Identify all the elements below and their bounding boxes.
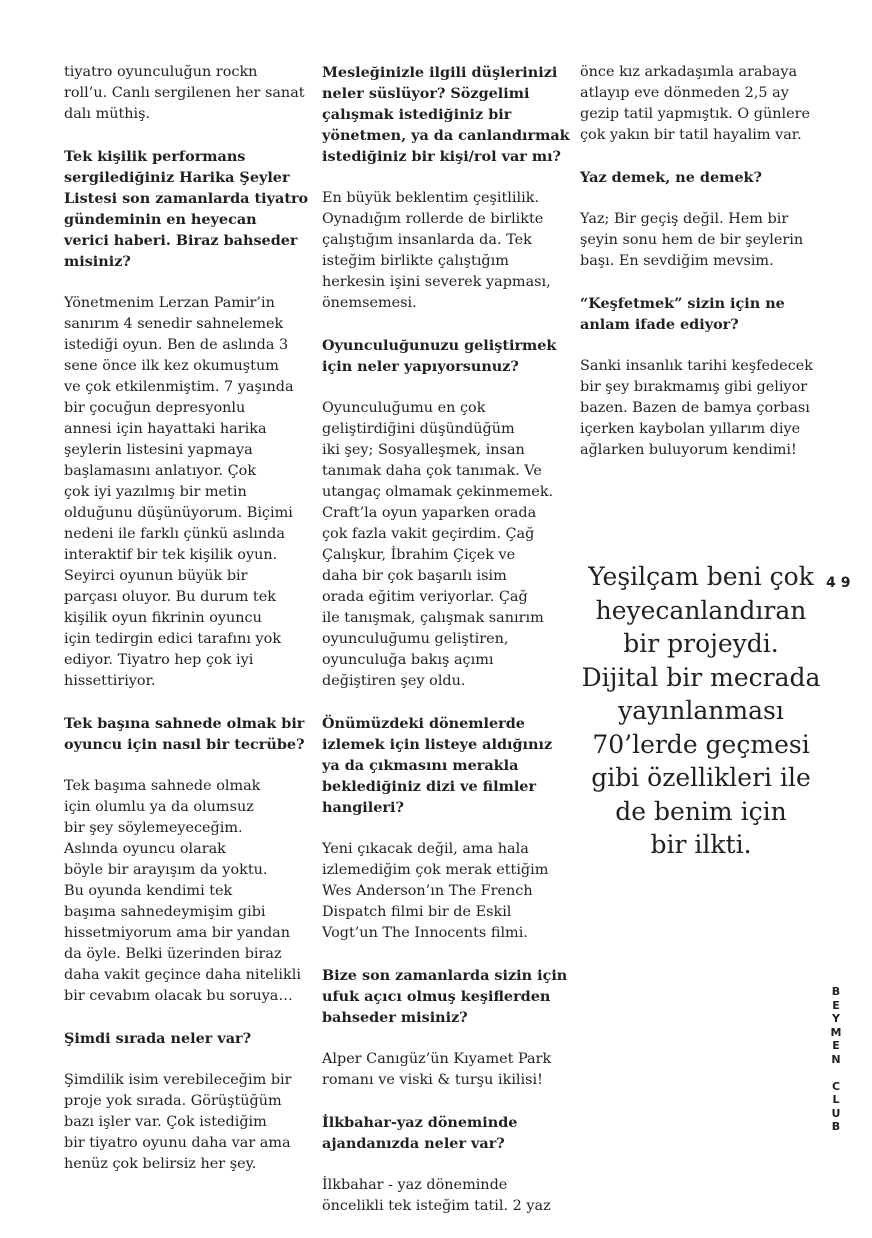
question-line: için neler yapıyorsunuz? [322,358,519,375]
answer-line: dalı müthiş. [64,106,151,122]
brand-letter: B [831,985,841,998]
brand-letter: E [832,1039,840,1052]
answer-line: bazı işler var. Çok istediğim [64,1114,267,1130]
answer-line: çalıştığım insanlarda da. Tek [322,232,532,248]
answer-line: hissetmiyorum ama bir yandan [64,925,291,941]
question-line: yönetmen, ya da canlandırmak [322,127,570,144]
answer-paragraph [580,62,820,146]
question-paragraph [580,293,820,335]
answer-line: bir şey söylemeyeceğim. [64,820,243,836]
answer-line: orada eğitim veriyorlar. Çağ [322,589,528,605]
question-paragraph [64,1028,304,1049]
answer-line: da öyle. Belki üzerinden biraz [64,946,282,962]
question-paragraph [322,62,570,167]
answer-line: oyunculuğa bakış açımı [322,652,494,668]
answer-paragraph [322,398,562,692]
answer-line: Yaz; Bir geçiş değil. Hem bir [580,211,789,227]
pull-quote-line: bir ilkti. [650,830,752,859]
brand-letter: Y [832,1012,840,1025]
question-line: gündeminin en heyecan [64,211,257,228]
answer-paragraph [322,1049,562,1091]
question-line: istediğiniz bir kişi/rol var mı? [322,148,561,165]
article-column-3 [580,62,820,482]
answer-line: proje yok sırada. Görüştüğüm [64,1093,282,1109]
pull-quote-line: yayınlanması [618,696,784,725]
question-line: sergilediğiniz Harika Şeyler [64,169,290,186]
answer-line: henüz çok belirsiz her şey. [64,1156,257,1172]
question-line: beklediğiniz dizi ve filmler [322,778,537,795]
question-line: verici haberi. Biraz bahseder [64,232,298,249]
pull-quote-line: heyecanlandıran [595,595,807,625]
answer-line: çok iyi yazılmış bir metin [64,484,247,500]
pull-quote-line: Dijital bir mecrada [581,662,821,692]
question-line: Tek başına sahnede olmak bir [64,715,305,732]
question-paragraph [64,713,304,755]
answer-line: parçası oluyor. Bu durum tek [64,589,276,605]
answer-line: ediyor. Tiyatro hep çok iyi [64,652,254,668]
question-line: çalışmak istediğiniz bir [322,106,512,123]
answer-paragraph [64,1070,304,1175]
answer-line: olduğunu düşünüyorum. Biçimi [64,505,293,521]
answer-line: çok fazla vakit geçirdim. Çağ [322,526,535,542]
brand-letter: U [831,1106,841,1120]
answer-line: roll’u. Canlı sergilenen her sanat [64,85,305,101]
answer-line: En büyük beklentim çeşitlilik. [322,190,540,206]
answer-line: interaktif bir tek kişilik oyun. [64,547,278,563]
answer-paragraph [322,188,562,314]
answer-line: Oyunculuğumu en çok [322,400,486,416]
answer-line: ağlarken buluyorum kendimi! [580,442,797,458]
answer-line: Seyirci oyunun büyük bir [64,568,248,584]
question-line: Yaz demek, ne demek? [580,169,762,186]
answer-line: için olumlu ya da olumsuz [64,799,254,815]
answer-line: Çalışkur, İbrahim Çiçek ve [322,547,516,563]
answer-line: utangaç olmamak çekinmemek. [322,484,554,500]
question-line: İlkbahar-yaz döneminde [322,1114,518,1131]
answer-line: bir şey bırakmamış gibi geliyor [580,379,808,395]
pull-quote-line: Yeşilçam beni çok [588,562,814,591]
question-line: Mesleğinizle ilgili düşlerinizi [322,64,558,81]
answer-line: İlkbahar - yaz döneminde [322,1177,508,1193]
answer-line: Sanki insanlık tarihi keşfedecek [580,358,813,374]
answer-line: Dispatch filmi bir de Eskil [322,904,512,920]
answer-line: şeylerin listesini yapmaya [64,442,253,458]
answer-line: istediği oyun. Ben de aslında 3 [64,337,289,353]
answer-line: başıma sahnedeymişim gibi [64,904,266,920]
question-paragraph [322,965,568,1028]
answer-line: hissettiriyor. [64,673,156,689]
pull-quote [578,560,824,862]
answer-paragraph [580,209,820,272]
answer-line: Şimdilik isim verebileceğim bir [64,1072,292,1088]
question-line: hangileri? [322,799,404,816]
brand-letter: B [831,1120,841,1133]
question-paragraph [322,1112,562,1154]
answer-line: Aslında oyuncu olarak [64,841,226,857]
answer-line: Yeni çıkacak değil, ama hala [322,841,529,857]
answer-line: bir çocuğun depresyonlu [64,400,246,416]
answer-line: Craft’la oyun yaparken orada [322,505,537,521]
question-line: Tek kişilik performans [64,148,246,165]
question-paragraph [64,146,309,272]
question-line: Şimdi sırada neler var? [64,1030,252,1047]
answer-line: başlamasını anlatıyor. Çok [64,463,257,479]
answer-line: nedeni ile farklı çünkü aslında [64,526,285,542]
answer-line: için tedirgin edici tarafını yok [64,631,282,647]
answer-line: Wes Anderson’ın The French [322,883,533,899]
question-paragraph [580,167,820,188]
question-line: “Keşfetmek” sizin için ne [580,295,785,312]
question-line: ufuk açıcı olmuş keşiflerden [322,988,551,1005]
brand-letter: L [832,1093,840,1106]
brand-letter: M [830,1025,842,1039]
answer-line: Alper Canıgüz’ün Kıyamet Park [322,1051,552,1067]
answer-line: böyle bir arayışım da yoktu. [64,862,268,878]
question-line: misiniz? [64,253,131,270]
answer-line: herkesin işini severek yapması, [322,274,551,290]
question-line: ya da çıkmasını merakla [322,757,519,774]
article-column-2 [322,62,570,1238]
answer-line: geliştirdiğini düşündüğüm [322,421,515,437]
answer-paragraph [64,62,304,125]
question-line: Listesi son zamanlarda tiyatro [64,190,309,207]
answer-line: bir cevabım olacak bu soruya… [64,988,293,1004]
question-line: izlemek için listeye aldığınız [322,736,553,753]
question-line: anlam ifade ediyor? [580,316,739,333]
question-line: oyuncu için nasıl bir tecrübe? [64,736,305,753]
pull-quote-line: 70’lerde geçmesi [592,729,810,759]
brand-letter: C [831,1079,841,1093]
answer-line: ile tanışmak, çalışmak sanırım [322,610,544,626]
answer-line: değiştiren şey oldu. [322,673,466,689]
question-line: neler süslüyor? Sözgelimi [322,85,530,102]
answer-paragraph [580,356,820,461]
answer-line: ve çok etkilenmiştim. 7 yaşında [64,379,294,395]
brand-letter: E [832,998,840,1012]
answer-line: çok yakın bir tatil hayalim var. [580,127,802,143]
answer-paragraph [322,839,562,944]
brand-letter [826,1066,846,1080]
answer-line: önemsemesi. [322,295,417,311]
answer-paragraph [64,776,304,1007]
answer-line: annesi için hayattaki harika [64,421,267,437]
pull-quote-line: de benim için [615,796,787,826]
answer-line: Oynadığım rollerde de birlikte [322,211,544,227]
answer-line: önce kız arkadaşımla arabaya [580,64,798,80]
answer-line: isteğim birlikte çalıştığım [322,253,509,269]
answer-line: Tek başıma sahnede olmak [64,778,261,794]
answer-line: iki şey; Sosyalleşmek, insan [322,442,525,458]
pull-quote-line: bir projeydi. [623,629,779,658]
answer-line: atlayıp eve dönmeden 2,5 ay [580,85,789,101]
question-paragraph [322,713,562,818]
answer-line: öncelikli tek isteğim tatil. 2 yaz [322,1198,551,1214]
question-line: ajandanızda neler var? [322,1135,505,1152]
answer-line: içerken kaybolan yıllarım diye [580,421,801,437]
page-number: 49 [826,575,856,591]
answer-line: gezip tatil yapmıştık. O günlere [580,106,811,122]
question-line: bahseder misiniz? [322,1009,468,1026]
answer-line: daha vakit geçince daha nitelikli [64,967,301,983]
brand-vertical [826,985,846,1134]
answer-line: bir tiyatro oyunu daha var ama [64,1135,291,1151]
answer-line: izlemediğim çok merak ettiğim [322,862,549,878]
question-line: Önümüzdeki dönemlerde [322,715,525,732]
answer-line: sanırım 4 senedir sahnelemek [64,316,284,332]
question-line: Bize son zamanlarda sizin için [322,967,568,984]
brand-letter: N [831,1052,841,1066]
answer-line: daha bir çok başarılı isim [322,568,507,584]
article-column-1 [64,62,309,1196]
answer-line: kişilik oyun fikrinin oyuncu [64,610,262,626]
answer-line: Bu oyunda kendimi tek [64,883,233,899]
answer-paragraph [64,293,304,692]
answer-line: romanı ve viski & turşu ikilisi! [322,1072,543,1088]
answer-line: şeyin sonu hem de bir şeylerin [580,232,804,248]
answer-line: başı. En sevdiğim mevsim. [580,253,774,269]
answer-line: tiyatro oyunculuğun rockn [64,64,258,80]
answer-line: Yönetmenim Lerzan Pamir’in [64,295,275,311]
answer-line: sene önce ilk kez okumuştum [64,358,279,374]
question-line: Oyunculuğunuzu geliştirmek [322,337,557,354]
answer-line: oyunculuğumu geliştiren, [322,631,509,647]
answer-line: Vogt’un The Innocents filmi. [322,925,528,941]
question-paragraph [322,335,562,377]
answer-line: bazen. Bazen de bamya çorbası [580,400,810,416]
answer-line: tanımak daha çok tanımak. Ve [322,463,542,479]
answer-paragraph [322,1175,562,1217]
pull-quote-line: gibi özellikleri ile [591,763,811,792]
